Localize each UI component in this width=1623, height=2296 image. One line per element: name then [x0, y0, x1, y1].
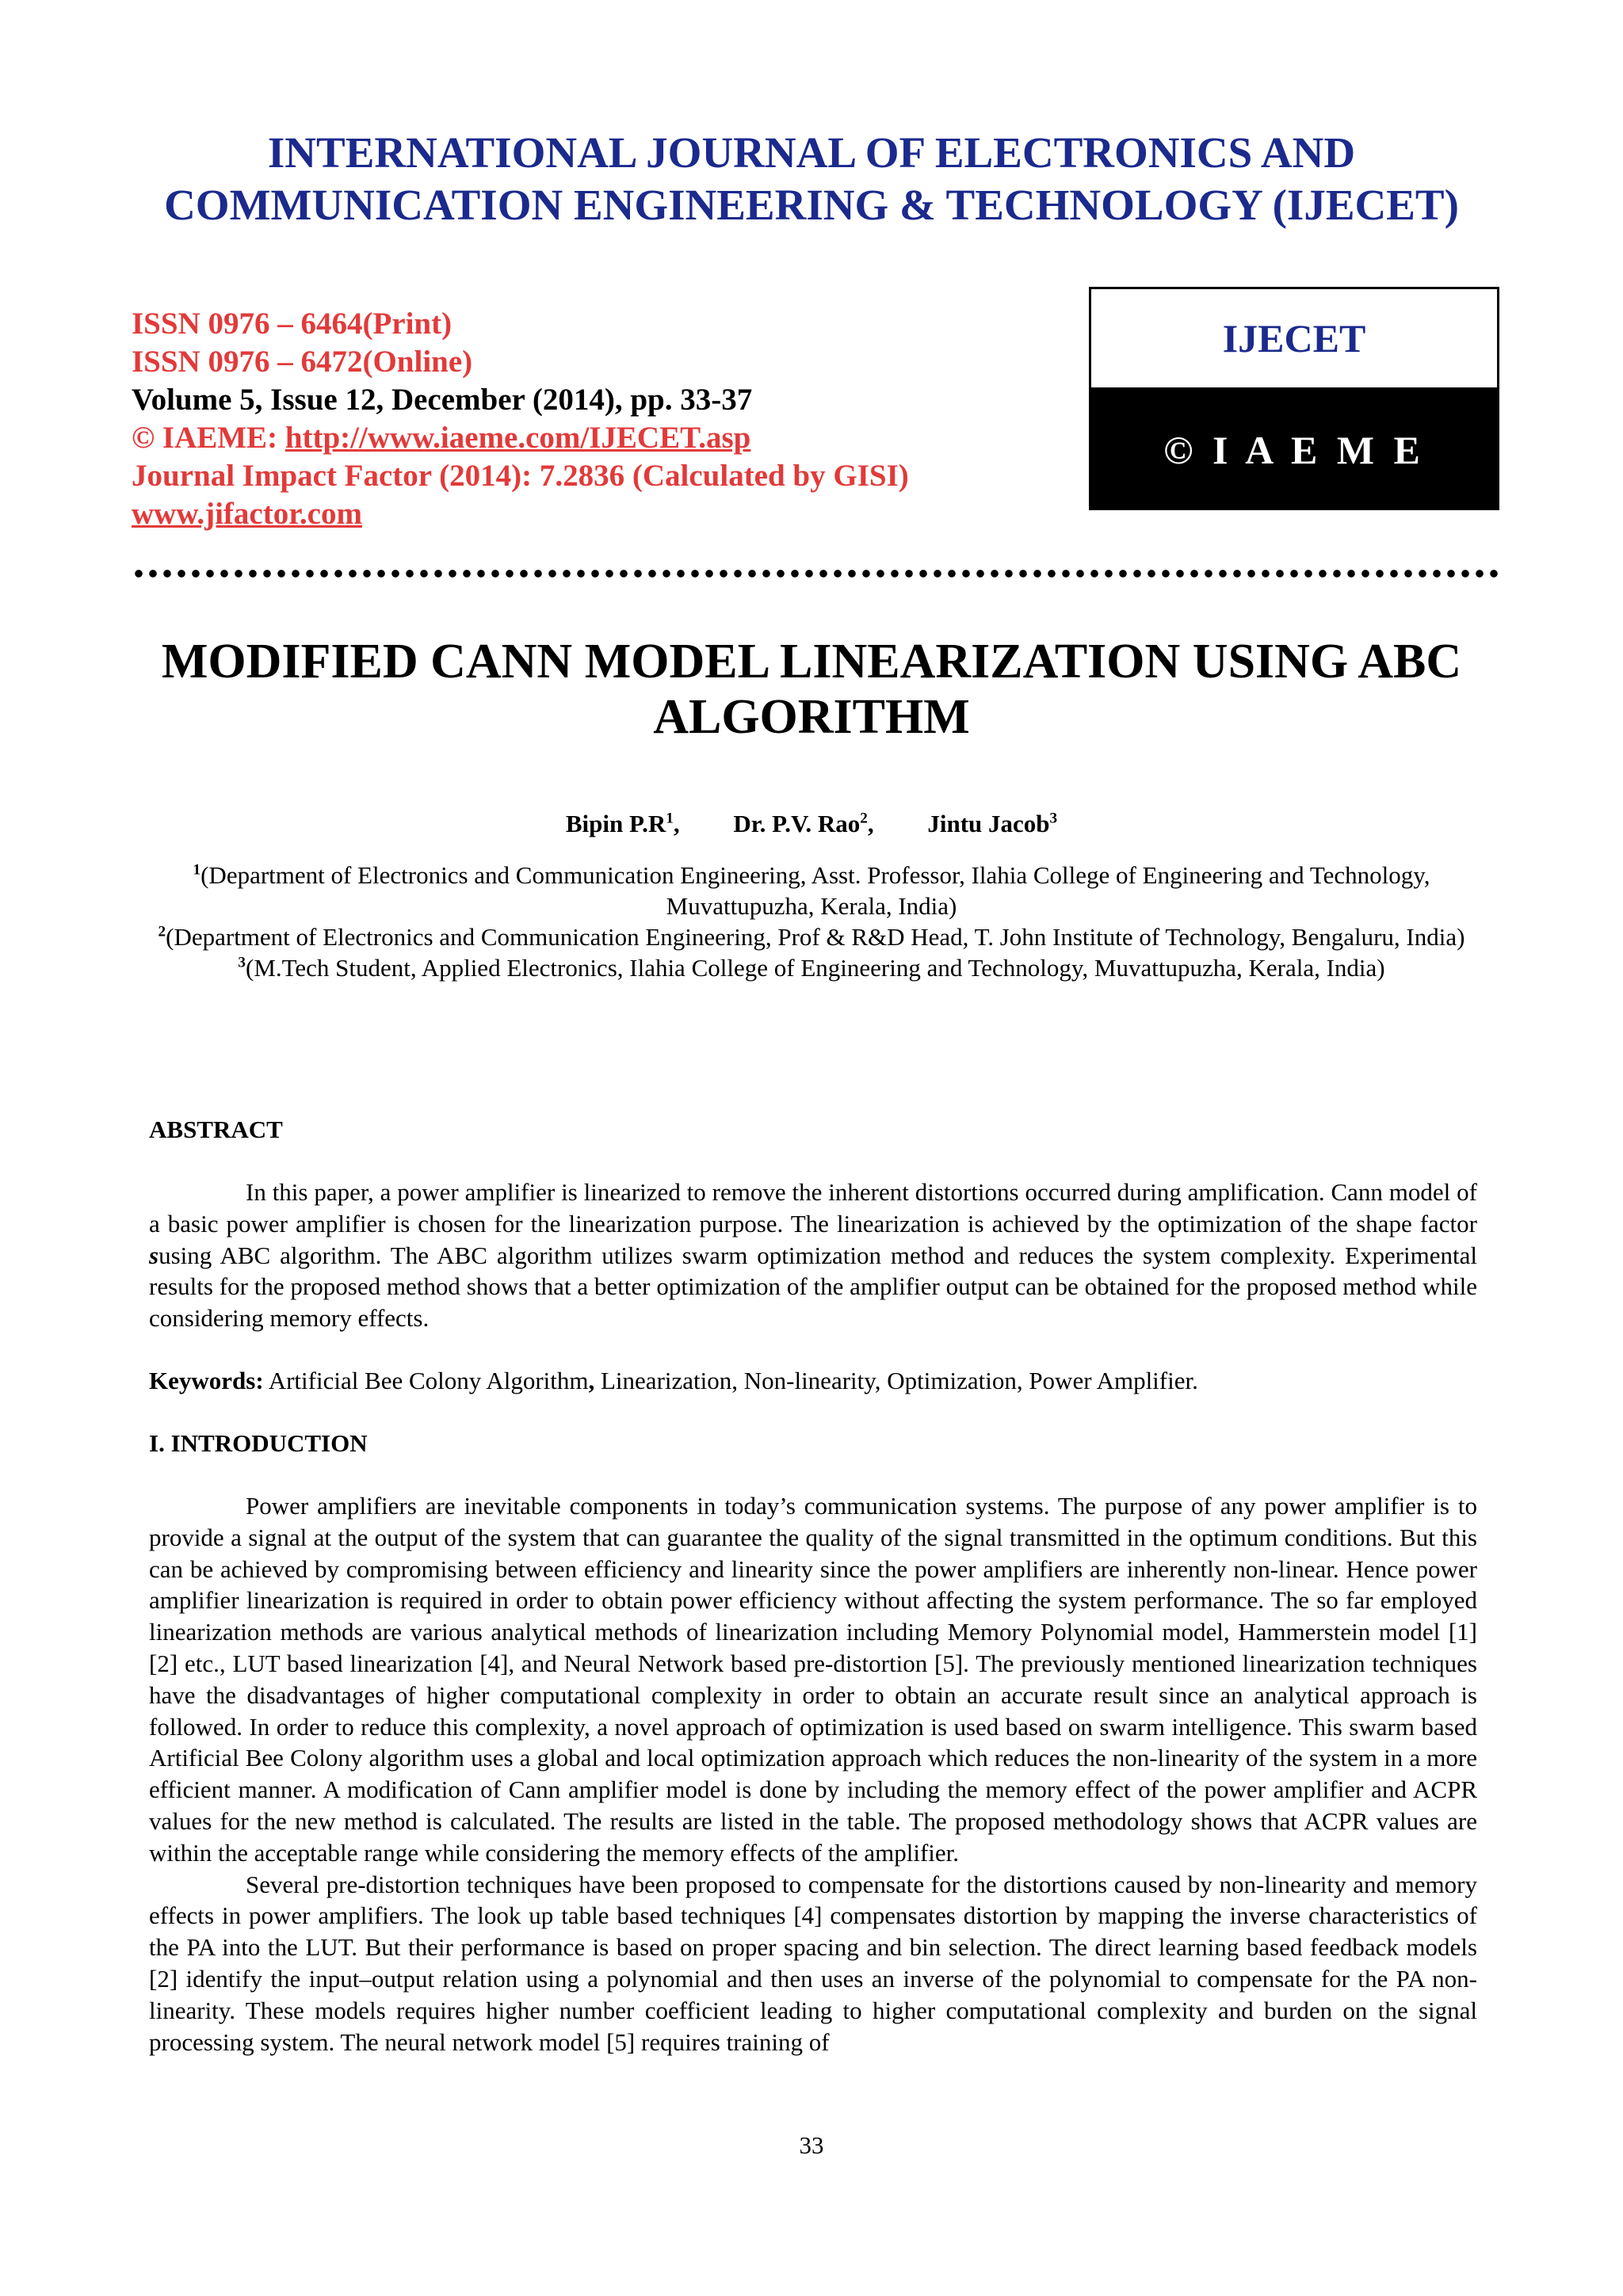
author-2: Dr. P.V. Rao$^2$, [733, 810, 874, 837]
jifactor-link[interactable]: www.jifactor.com [132, 497, 362, 531]
affiliation-2: $^2$(Department of Electronics and Communication Engineering, Prof & R&D Head, T. John Institute of Technology, Bengaluru, India) [158, 923, 1465, 951]
ijecet-logo-box: IJECET [1089, 287, 1499, 390]
author-list [0, 810, 1623, 838]
intro-paragraph-1: Power amplifiers are inevitable components in today’s communication systems. The purpose of any power amplifier is to provide a signal at the output of the system that can guarantee the quality of the signal transmitted in the optimum conditions. But this can be achieved by compromising between efficiency and linearity since the power amplifiers are inherently non-linear. Hence power amplifier linearization is required in order to obtain power efficiency without affecting the system performance. The so far employed linearization methods are various analytical methods of linearization including Memory Polynomial model, Hammerstein model [1] [2] etc., LUT based linearization [4], and Neural Network based pre-distortion [5]. The previously mentioned linearization techniques have the disadvantages of higher computational complexity in order to obtain an accurate result since an analytical approach is followed. In order to reduce this complexity, a novel approach of optimization is used based on swarm intelligence. This swarm based Artificial Bee Colony algorithm uses a global and local optimization approach which reduces the non-linearity of the system in a more efficient manner. A modification of Cann amplifier model is done by including the memory effect of the power amplifier and ACPR values for the new method is calculated. The results are listed in the table. The proposed methodology shows that ACPR values are within the acceptable range while considering the memory effects of the amplifier. [149, 1492, 1477, 1867]
shape-factor-symbol: s [149, 1241, 159, 1269]
issn-online: ISSN 0976 – 6472(Online) [132, 345, 473, 379]
author-1: Bipin $P.R^1$, [565, 810, 680, 837]
intro-heading: I. INTRODUCTION [149, 1429, 368, 1457]
keywords: Keywords: Artificial Bee Colony Algorithm, Linearization, Non-linearity, Optimization, Power Amplifier. [149, 1367, 1198, 1394]
dotted-divider [132, 566, 1499, 581]
intro-body [149, 1490, 1477, 2058]
paper-title [0, 634, 1623, 745]
journal-title [0, 127, 1623, 231]
impact-factor: Journal Impact Factor (2014): 7.2836 (Calculated by GISI) [132, 459, 909, 493]
abstract-heading: ABSTRACT [149, 1116, 283, 1143]
paper-title-line2: ALGORITHM [653, 690, 970, 744]
affiliation-1: $^1$(Department of Electronics and Communication Engineering, Asst. Professor, Ilahia College of Engineering and Technology, Muvattupuzha, Kerala, India) [193, 861, 1430, 920]
issn-print: ISSN 0976 – 6464(Print) [132, 307, 453, 341]
iaeme-link[interactable]: http://www.iaeme.com/IJECET.asp [285, 421, 751, 455]
intro-paragraph-2: Several pre-distortion techniques have been proposed to compensate for the distortions caused by non-linearity and memory effects in power amplifiers. The look up table based techniques [4] compensates distortion by mapping the inverse characteristics of the PA into the LUT. But their performance is based on proper spacing and bin selection. The direct learning based feedback models [2] identify the input–output relation using a polynomial and then uses an inverse of the polynomial to compensate for the PA non-linearity. These models requires higher number coefficient leading to higher computational complexity and burden on the signal processing system. The neural network model [5] requires training of [149, 1870, 1477, 2056]
page-number: 33 [799, 2131, 824, 2159]
abstract-text: In this paper, a power amplifier is linearized to remove the inherent distortions occurred during amplification. Cann model of a basic power amplifier is chosen for the linearization purpose. The linearization is achieved by the optimization of the shape factor susing ABC algorithm. The ABC algorithm utilizes swarm optimization method and reduces the system complexity. Experimental results for the proposed method shows that a better optimization of the amplifier output can be obtained for the proposed method while considering memory effects. [149, 1178, 1477, 1333]
affiliation-3: $^3$(M.Tech Student, Applied Electronics, Ilahia College of Engineering and Technology, Muvattupuzha, Kerala, India) [238, 954, 1385, 982]
journal-title-line1: INTERNATIONAL JOURNAL OF ELECTRONICS AND [267, 128, 1356, 177]
paper-title-line1: MODIFIED CANN MODEL LINEARIZATION USING ABC [161, 635, 1462, 688]
journal-info [132, 305, 909, 533]
author-3: Jintu Jacob$^3$ [927, 810, 1058, 837]
journal-title-line2: COMMUNICATION ENGINEERING & TECHNOLOGY (IJECET) [164, 181, 1459, 229]
iaeme-logo-box: © I A E M E [1089, 390, 1499, 510]
keywords-label: Keywords: [149, 1367, 264, 1394]
volume-info: Volume 5, Issue 12, December (2014), pp. 33-37 [132, 383, 753, 417]
iaeme-prefix: © IAEME: [132, 421, 285, 455]
iaeme-line [132, 419, 909, 457]
affiliations [151, 860, 1472, 983]
